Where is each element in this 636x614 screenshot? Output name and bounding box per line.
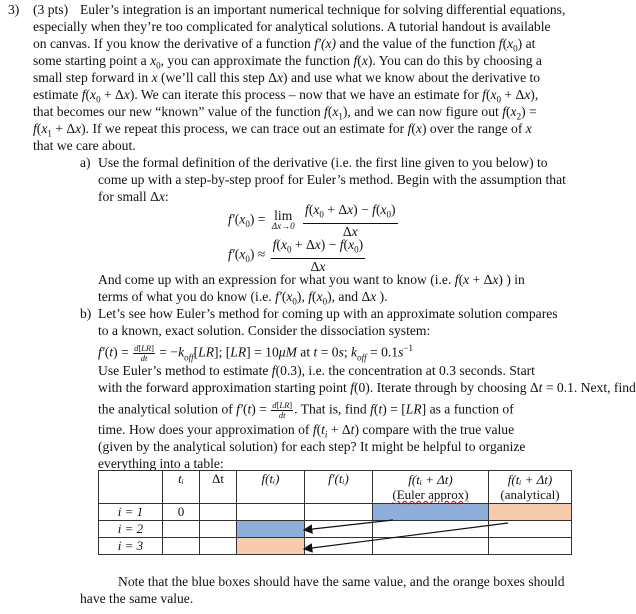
part-b-line-8: (given by the analytical solution) for each step? It might be helpful to organize	[98, 439, 526, 454]
intro-line-6: estimate $f(x_0 + \Delta x)$. We can iterate this process – now that we have an estimate for $f(x_0 + \Delta x)$,	[33, 87, 539, 105]
header-dt: Δt	[200, 471, 237, 504]
equation-derivative-definition: $f'(x_0) = \lim$ Δx→0 $\frac{f(x_0 + \Delta x) - f(x_0)}{\Delta x}$	[228, 202, 396, 239]
note-line-1: Note that the blue boxes should have the same value, and the orange boxes should	[118, 574, 565, 589]
part-a-line-2: come up with a step-by-step proof for Euler’s method. Begin with the assumption that	[98, 172, 566, 187]
header-fprime-ti: f′(tᵢ)	[305, 471, 373, 504]
part-a-label: a)	[80, 155, 91, 170]
intro-line-2: especially when they’re too complicated for analytical solutions. A tutorial handout is available	[33, 19, 551, 34]
header-analytical-label: (analytical)	[500, 487, 560, 502]
arrow-blue	[304, 520, 393, 530]
row-label: i = 2	[99, 521, 163, 538]
part-b-line-6: the analytical solution of f′(t) = $\frac{d[LR]}{dt}$ . That is, find f(t) = [LR] as a function of	[98, 400, 514, 420]
part-a-after-2: terms of what you do know (i.e. $f'(x_0)$, $f(x_0)$, and Δx ).	[98, 289, 388, 307]
equation-dissociation: f′(t) = $\frac{d[LR]}{dt}$ = $-k_{off}[LR]$; [LR] = 10μM at t = 0s; $k_{off} = 0.1s^{-1}$	[98, 342, 413, 363]
intro-line-3: on canvas. If you know the derivative of a function f′(x) and the value of the function $f(x_0)$ at	[33, 36, 536, 54]
intro-line-1: Euler’s integration is an important numerical technique for solving differential equations,	[80, 2, 566, 17]
row-t-value: 0	[163, 504, 200, 521]
part-b-line-7: time. How does your approximation of $f(t_i + \Delta t)$ compare with the true value	[98, 422, 515, 440]
intro-line-4: some starting point a $x_0$, you can approximate the function f(x). You can do this by choosing a	[33, 53, 542, 71]
part-b-line-9: everything into a table:	[98, 456, 224, 471]
part-b-line-1: Let’s see how Euler’s method for coming up with an approximate solution compares	[98, 306, 558, 321]
part-a-line-1: Use the formal definition of the derivative (i.e. the first line given to you below) to	[98, 155, 548, 170]
header-euler-label: (Euler approx)	[392, 487, 469, 502]
header-analytical-expression: f(tᵢ + Δt)	[507, 472, 553, 487]
part-b-line-2: to a known, exact solution. Consider the dissociation system:	[98, 323, 431, 338]
question-points: (3 pts)	[33, 2, 69, 17]
header-f-ti: f(tᵢ)	[237, 471, 305, 504]
intro-line-7: that becomes our new “known” value of the function $f(x_1)$, and we can now figure out $f(x_2)$ =	[33, 104, 537, 122]
intro-line-5: small step forward in x (we’ll call this step Δx) and use what we know about the derivative to	[33, 70, 541, 85]
part-b-label: b)	[80, 306, 92, 321]
part-a-line-3: for small Δx:	[98, 189, 169, 204]
equation-euler-approximation: $f'(x_0)$ ≈ $\frac{f(x_0 + \Delta x) - f(x_0)}{\Delta x}$	[228, 237, 364, 274]
intro-line-8: $f(x_1 + \Delta x)$. If we repeat this process, we can trace out an estimate for f(x) over the range of x	[33, 121, 532, 139]
row-label: i = 1	[99, 504, 163, 521]
question-number: 3)	[8, 2, 20, 17]
note-line-2: have the same value.	[80, 591, 194, 606]
header-euler-expression: f(tᵢ + Δt)	[408, 472, 453, 487]
part-b-line-5: with the forward approximation starting point f(0). Iterate through by choosing Δt = 0.1. Next, find	[98, 380, 636, 395]
header-ti: tᵢ	[163, 471, 200, 504]
intro-line-9: that we care about.	[33, 138, 136, 153]
part-b-line-4: Use Euler’s method to estimate f(0.3), i.e. the concentration at 0.3 seconds. Start	[98, 363, 535, 378]
part-a-after-1: And come up with an expression for what you want to know (i.e. f(x + Δx) ) in	[98, 272, 525, 287]
row-label: i = 3	[99, 538, 163, 555]
